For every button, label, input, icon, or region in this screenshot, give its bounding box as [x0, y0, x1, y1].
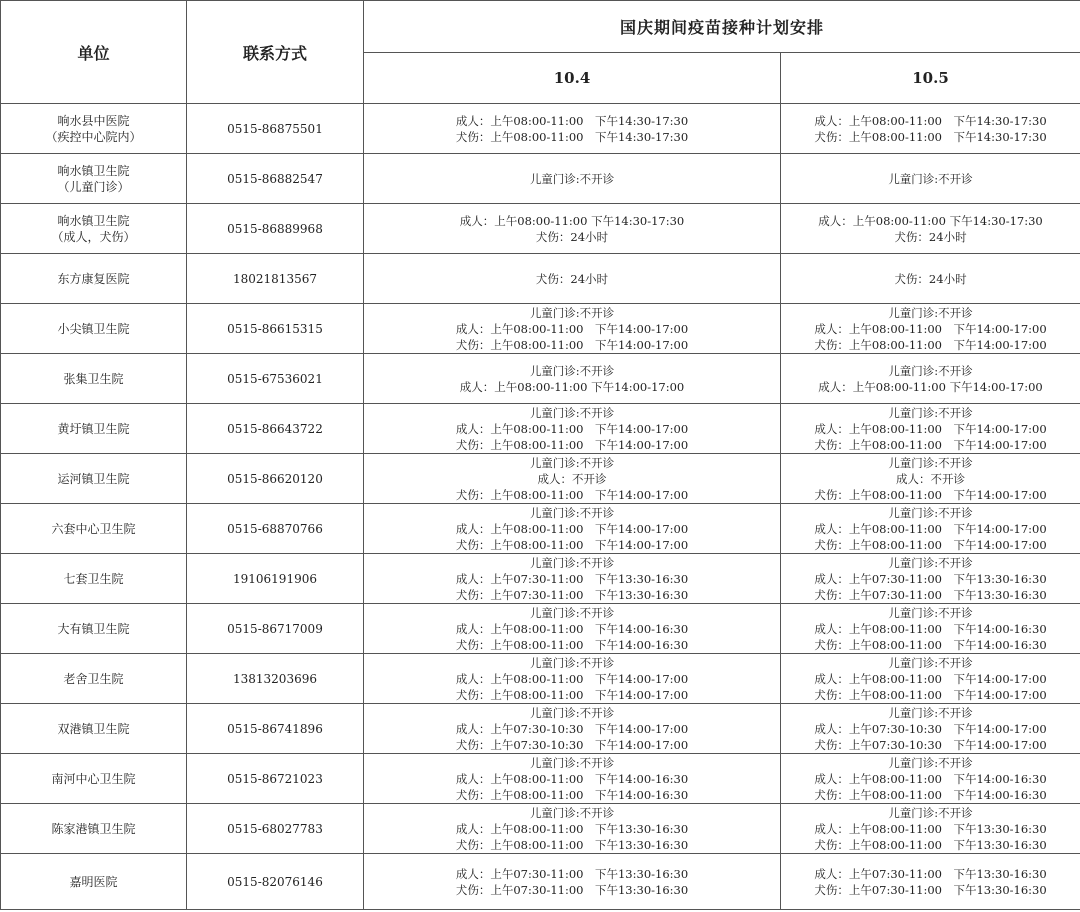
phone-cell: 0515-86717009	[187, 604, 364, 654]
schedule-cell-10-5	[781, 554, 1080, 604]
unit-name-line: 张集卫生院	[63, 371, 124, 386]
schedule-line: 犬伤：24小时	[894, 271, 967, 286]
unit-cell	[1, 554, 187, 604]
schedule-line: 儿童门诊:不开诊	[888, 605, 973, 620]
schedule-cell-10-4	[364, 204, 781, 254]
table-row	[1, 554, 1080, 604]
schedule-line: 犬伤：上午08:00-11:00 下午14:00-17:00	[814, 687, 1047, 702]
table-header	[1, 1, 1080, 104]
schedule-cell-10-5	[781, 604, 1080, 654]
phone-cell: 0515-86615315	[187, 304, 364, 354]
unit-cell	[1, 404, 187, 454]
schedule-line: 成人：上午08:00-11:00 下午14:00-17:00	[814, 521, 1047, 536]
schedule-line: 成人：上午08:00-11:00 下午14:30-17:30	[818, 213, 1043, 228]
schedule-cell-10-5	[781, 854, 1080, 910]
table-row	[1, 154, 1080, 204]
schedule-line: 儿童门诊:不开诊	[529, 555, 615, 570]
schedule-line: 儿童门诊:不开诊	[888, 805, 973, 820]
unit-cell	[1, 104, 187, 154]
unit-name-line: 响水镇卫生院	[57, 163, 130, 178]
schedule-cell-10-4	[364, 704, 781, 754]
phone-cell: 0515-86875501	[187, 104, 364, 154]
table-row	[1, 804, 1080, 854]
unit-header: 单位	[1, 1, 187, 104]
schedule-line: 成人：上午08:00-11:00 下午14:00-17:00	[814, 421, 1047, 436]
schedule-line: 犬伤：上午08:00-11:00 下午14:30-17:30	[455, 129, 689, 144]
schedule-cell-10-4	[364, 154, 781, 204]
unit-name-line: 东方康复医院	[57, 271, 130, 286]
unit-cell	[1, 654, 187, 704]
schedule-cell-10-4	[364, 754, 781, 804]
schedule-cell-10-5	[781, 204, 1080, 254]
schedule-line: 犬伤：上午08:00-11:00 下午14:00-17:00	[814, 437, 1047, 452]
schedule-cell-10-5	[781, 154, 1080, 204]
schedule-line: 成人：上午08:00-11:00 下午14:00-16:30	[455, 621, 689, 636]
schedule-line: 成人：上午08:00-11:00 下午14:00-17:00	[814, 321, 1047, 336]
table-row	[1, 704, 1080, 754]
schedule-line: 犬伤：上午07:30-10:30 下午14:00-17:00	[814, 737, 1047, 752]
schedule-line: 犬伤：上午08:00-11:00 下午14:00-17:00	[455, 337, 689, 352]
phone-cell: 0515-86741896	[187, 704, 364, 754]
schedule-cell-10-4	[364, 804, 781, 854]
schedule-line: 儿童门诊:不开诊	[529, 755, 615, 770]
schedule-cell-10-5	[781, 704, 1080, 754]
schedule-cell-10-5	[781, 354, 1080, 404]
schedule-cell-10-5	[781, 254, 1080, 304]
schedule-line: 犬伤：24小时	[535, 229, 609, 244]
schedule-line: 成人：上午08:00-11:00 下午14:00-16:30	[814, 771, 1047, 786]
schedule-line: 成人：上午08:00-11:00 下午14:00-17:00	[814, 671, 1047, 686]
unit-cell	[1, 804, 187, 854]
schedule-line: 儿童门诊:不开诊	[888, 363, 973, 378]
schedule-line: 犬伤：上午07:30-11:00 下午13:30-16:30	[455, 882, 689, 897]
phone-cell: 19106191906	[187, 554, 364, 604]
phone-cell: 0515-67536021	[187, 354, 364, 404]
unit-cell	[1, 504, 187, 554]
schedule-line: 成人：上午08:00-11:00 下午14:00-17:00	[455, 421, 689, 436]
schedule-line: 犬伤：24小时	[894, 229, 967, 244]
schedule-line: 犬伤：上午08:00-11:00 下午14:00-17:00	[814, 337, 1047, 352]
schedule-line: 成人：上午08:00-11:00 下午14:00-17:00	[455, 321, 689, 336]
schedule-cell-10-5	[781, 804, 1080, 854]
schedule-line: 成人：上午07:30-11:00 下午13:30-16:30	[814, 571, 1047, 586]
schedule-line: 儿童门诊:不开诊	[888, 705, 973, 720]
phone-cell: 0515-68870766	[187, 504, 364, 554]
schedule-line: 成人：上午08:00-11:00 下午14:00-17:00	[459, 379, 685, 394]
unit-name-line: 六套中心卫生院	[51, 521, 136, 536]
schedule-line: 成人：上午07:30-11:00 下午13:30-16:30	[814, 866, 1047, 881]
schedule-line: 犬伤：上午08:00-11:00 下午14:00-17:00	[455, 687, 689, 702]
schedule-line: 犬伤：24小时	[535, 271, 609, 286]
schedule-line: 成人：上午08:00-11:00 下午14:00-16:30	[455, 771, 689, 786]
schedule-line: 儿童门诊:不开诊	[529, 705, 615, 720]
phone-cell: 0515-82076146	[187, 854, 364, 910]
schedule-line: 犬伤：上午08:00-11:00 下午13:30-16:30	[814, 837, 1047, 852]
table-row	[1, 854, 1080, 910]
date-header-10-5: 10.5	[781, 53, 1080, 104]
schedule-line: 成人：上午08:00-11:00 下午13:30-16:30	[455, 821, 689, 836]
table-row	[1, 654, 1080, 704]
schedule-line: 成人：上午07:30-11:00 下午13:30-16:30	[455, 571, 689, 586]
unit-name-line: 响水镇卫生院	[57, 213, 130, 228]
schedule-line: 儿童门诊:不开诊	[529, 655, 615, 670]
table-row	[1, 354, 1080, 404]
schedule-cell-10-5	[781, 404, 1080, 454]
schedule-line: 犬伤：上午08:00-11:00 下午14:00-16:30	[814, 787, 1047, 802]
schedule-line: 儿童门诊:不开诊	[888, 555, 973, 570]
schedule-cell-10-5	[781, 504, 1080, 554]
schedule-line: 成人：上午08:00-11:00 下午13:30-16:30	[814, 821, 1047, 836]
schedule-line: 儿童门诊:不开诊	[529, 505, 615, 520]
schedule-cell-10-5	[781, 654, 1080, 704]
schedule-line: 儿童门诊:不开诊	[529, 305, 615, 320]
schedule-line: 儿童门诊:不开诊	[529, 455, 615, 470]
schedule-line: 犬伤：上午08:00-11:00 下午14:00-16:30	[814, 637, 1047, 652]
schedule-line: 犬伤：上午07:30-11:00 下午13:30-16:30	[814, 587, 1047, 602]
schedule-cell-10-5	[781, 104, 1080, 154]
table-row	[1, 454, 1080, 504]
phone-cell: 0515-86882547	[187, 154, 364, 204]
unit-name-line: 七套卫生院	[63, 571, 124, 586]
schedule-line: 成人：上午07:30-10:30 下午14:00-17:00	[455, 721, 689, 736]
schedule-line: 犬伤：上午08:00-11:00 下午14:00-17:00	[814, 537, 1047, 552]
unit-name-line: 嘉明医院	[69, 874, 118, 889]
unit-name-line: 陈家港镇卫生院	[51, 821, 136, 836]
schedule-cell-10-4	[364, 504, 781, 554]
plan-title: 国庆期间疫苗接种计划安排	[364, 1, 1080, 53]
unit-name-line: 老舍卫生院	[63, 671, 124, 686]
schedule-line: 儿童门诊:不开诊	[888, 755, 973, 770]
schedule-line: 儿童门诊:不开诊	[529, 805, 615, 820]
unit-name-line: （成人，犬伤）	[51, 229, 136, 244]
schedule-line: 成人：不开诊	[537, 471, 607, 486]
schedule-line: 成人：上午07:30-11:00 下午13:30-16:30	[455, 866, 689, 881]
table-row	[1, 204, 1080, 254]
table-row	[1, 604, 1080, 654]
phone-cell: 0515-86643722	[187, 404, 364, 454]
unit-name-line: （疾控中心院内）	[45, 129, 142, 144]
phone-cell: 0515-86721023	[187, 754, 364, 804]
schedule-cell-10-4	[364, 254, 781, 304]
unit-cell	[1, 354, 187, 404]
unit-cell	[1, 254, 187, 304]
phone-cell: 0515-86889968	[187, 204, 364, 254]
unit-name-line: 运河镇卫生院	[57, 471, 130, 486]
table-row	[1, 404, 1080, 454]
unit-cell	[1, 154, 187, 204]
unit-name-line: 小尖镇卫生院	[57, 321, 130, 336]
schedule-cell-10-4	[364, 304, 781, 354]
phone-cell: 13813203696	[187, 654, 364, 704]
schedule-line: 犬伤：上午08:00-11:00 下午14:00-17:00	[814, 487, 1047, 502]
schedule-line: 儿童门诊:不开诊	[529, 605, 615, 620]
schedule-line: 儿童门诊:不开诊	[888, 171, 973, 186]
schedule-line: 成人：上午08:00-11:00 下午14:00-17:00	[818, 379, 1043, 394]
contact-header: 联系方式	[187, 1, 364, 104]
schedule-line: 成人：上午07:30-10:30 下午14:00-17:00	[814, 721, 1047, 736]
schedule-cell-10-5	[781, 454, 1080, 504]
schedule-line: 儿童门诊:不开诊	[529, 363, 615, 378]
schedule-line: 成人：上午08:00-11:00 下午14:00-17:00	[455, 671, 689, 686]
schedule-line: 儿童门诊:不开诊	[888, 455, 973, 470]
schedule-line: 成人：上午08:00-11:00 下午14:30-17:30	[814, 113, 1047, 128]
schedule-line: 成人：不开诊	[896, 471, 965, 486]
schedule-line: 成人：上午08:00-11:00 下午14:00-17:00	[455, 521, 689, 536]
schedule-line: 犬伤：上午08:00-11:00 下午14:00-16:30	[455, 787, 689, 802]
table-row	[1, 104, 1080, 154]
schedule-cell-10-5	[781, 304, 1080, 354]
schedule-cell-10-4	[364, 604, 781, 654]
date-header-10-4: 10.4	[364, 53, 781, 104]
schedule-line: 犬伤：上午08:00-11:00 下午14:00-17:00	[455, 487, 689, 502]
unit-name-line: （儿童门诊）	[57, 179, 130, 194]
unit-name-line: 响水县中医院	[57, 113, 130, 128]
table-row	[1, 754, 1080, 804]
unit-cell	[1, 454, 187, 504]
table-row	[1, 504, 1080, 554]
schedule-line: 儿童门诊:不开诊	[888, 655, 973, 670]
schedule-line: 儿童门诊:不开诊	[888, 305, 973, 320]
unit-cell	[1, 704, 187, 754]
schedule-line: 犬伤：上午08:00-11:00 下午14:00-17:00	[455, 537, 689, 552]
schedule-line: 成人：上午08:00-11:00 下午14:30-17:30	[459, 213, 685, 228]
unit-name-line: 黄圩镇卫生院	[57, 421, 130, 436]
schedule-line: 儿童门诊:不开诊	[529, 171, 615, 186]
schedule-line: 犬伤：上午07:30-10:30 下午14:00-17:00	[455, 737, 689, 752]
unit-name-line: 南河中心卫生院	[51, 771, 136, 786]
schedule-line: 犬伤：上午07:30-11:00 下午13:30-16:30	[814, 882, 1047, 897]
table-body	[1, 104, 1080, 910]
schedule-cell-10-4	[364, 104, 781, 154]
table-row	[1, 304, 1080, 354]
schedule-line: 犬伤：上午08:00-11:00 下午13:30-16:30	[455, 837, 689, 852]
schedule-line: 犬伤：上午08:00-11:00 下午14:30-17:30	[814, 129, 1047, 144]
schedule-cell-10-4	[364, 454, 781, 504]
schedule-cell-10-4	[364, 404, 781, 454]
unit-cell	[1, 204, 187, 254]
schedule-line: 犬伤：上午08:00-11:00 下午14:00-17:00	[455, 437, 689, 452]
schedule-cell-10-4	[364, 854, 781, 910]
schedule-line: 犬伤：上午08:00-11:00 下午14:00-16:30	[455, 637, 689, 652]
schedule-cell-10-5	[781, 754, 1080, 804]
phone-cell: 18021813567	[187, 254, 364, 304]
schedule-cell-10-4	[364, 554, 781, 604]
schedule-line: 犬伤：上午07:30-11:00 下午13:30-16:30	[455, 587, 689, 602]
table-row	[1, 254, 1080, 304]
unit-name-line: 大有镇卫生院	[57, 621, 130, 636]
schedule-line: 成人：上午08:00-11:00 下午14:00-16:30	[814, 621, 1047, 636]
schedule-line: 成人：上午08:00-11:00 下午14:30-17:30	[455, 113, 689, 128]
unit-cell	[1, 604, 187, 654]
unit-cell	[1, 754, 187, 804]
phone-cell: 0515-68027783	[187, 804, 364, 854]
unit-name-line: 双港镇卫生院	[57, 721, 130, 736]
unit-cell	[1, 854, 187, 910]
schedule-line: 儿童门诊:不开诊	[888, 405, 973, 420]
schedule-line: 儿童门诊:不开诊	[529, 405, 615, 420]
schedule-cell-10-4	[364, 354, 781, 404]
phone-cell: 0515-86620120	[187, 454, 364, 504]
schedule-line: 儿童门诊:不开诊	[888, 505, 973, 520]
schedule-cell-10-4	[364, 654, 781, 704]
unit-cell	[1, 304, 187, 354]
